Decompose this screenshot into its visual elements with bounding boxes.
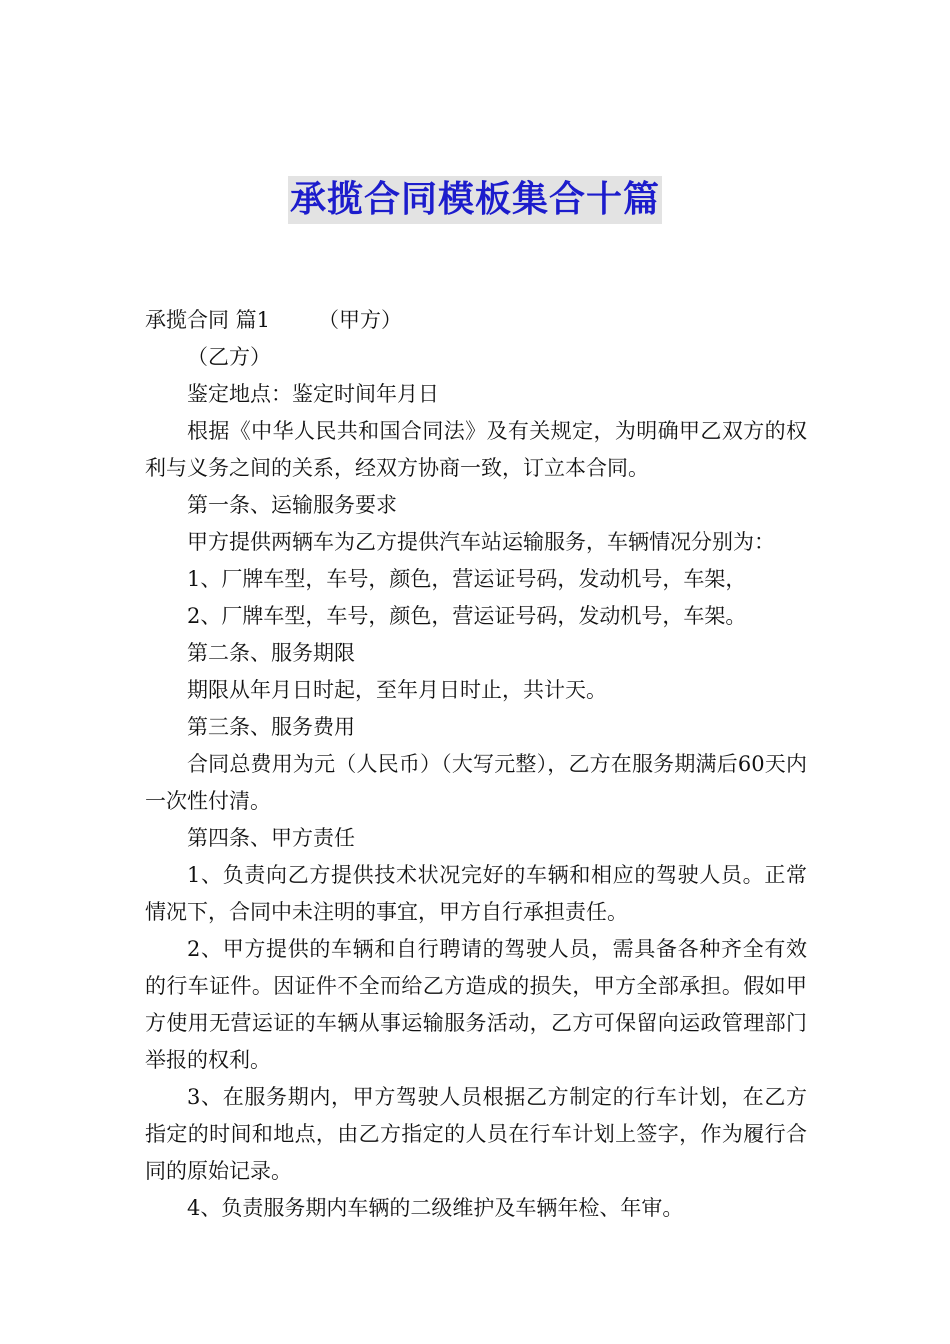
article-2-paragraph: 期限从年月日时起，至年月日时止，共计天。 — [187, 678, 607, 702]
vehicle-1-item: 1、厂牌车型，车号，颜色，营运证号码，发动机号，车架， — [187, 567, 747, 591]
title-container — [0, 176, 950, 224]
article-3-heading: 第三条、服务费用 — [187, 715, 355, 739]
article-4-item-1: 1、负责向乙方提供技术状况完好的车辆和相应的驾驶人员。正常情况下，合同中未注明的事宜，甲方自行承担责任。 — [145, 863, 807, 924]
contract-heading-label: 承揽合同 篇1 — [145, 308, 271, 332]
article-1-paragraph: 甲方提供两辆车为乙方提供汽车站运输服务，车辆情况分别为： — [187, 530, 775, 554]
preamble-paragraph: 根据《中华人民共和国合同法》及有关规定，为明确甲乙双方的权利与义务之间的关系，经双方协商一致，订立本合同。 — [145, 419, 807, 480]
contract-heading-line — [145, 302, 807, 339]
article-4-heading: 第四条、甲方责任 — [187, 826, 355, 850]
party-b-label: （乙方） — [187, 345, 271, 369]
appraisal-place-time: 鉴定地点：鉴定时间年月日 — [187, 382, 439, 406]
article-1-heading: 第一条、运输服务要求 — [187, 493, 397, 517]
article-4-item-3: 3、在服务期内，甲方驾驶人员根据乙方制定的行车计划，在乙方指定的时间和地点，由乙方指定的人员在行车计划上签字，作为履行合同的原始记录。 — [145, 1085, 807, 1183]
article-4-item-4: 4、负责服务期内车辆的二级维护及车辆年检、年审。 — [187, 1196, 684, 1220]
document-body — [145, 302, 807, 1227]
article-4-item-2: 2、甲方提供的车辆和自行聘请的驾驶人员，需具备各种齐全有效的行车证件。因证件不全而给乙方造成的损失，甲方全部承担。假如甲方使用无营运证的车辆从事运输服务活动，乙方可保留向运政管理部门举报的权利。 — [145, 937, 807, 1072]
document-title: 承揽合同模板集合十篇 — [288, 176, 662, 224]
article-3-paragraph: 合同总费用为元（人民币）（大写元整），乙方在服务期满后60天内一次性付清。 — [145, 752, 807, 813]
party-a-label: （甲方） — [318, 308, 403, 332]
article-2-heading: 第二条、服务期限 — [187, 641, 355, 665]
vehicle-2-item: 2、厂牌车型，车号，颜色，营运证号码，发动机号，车架。 — [187, 604, 747, 628]
